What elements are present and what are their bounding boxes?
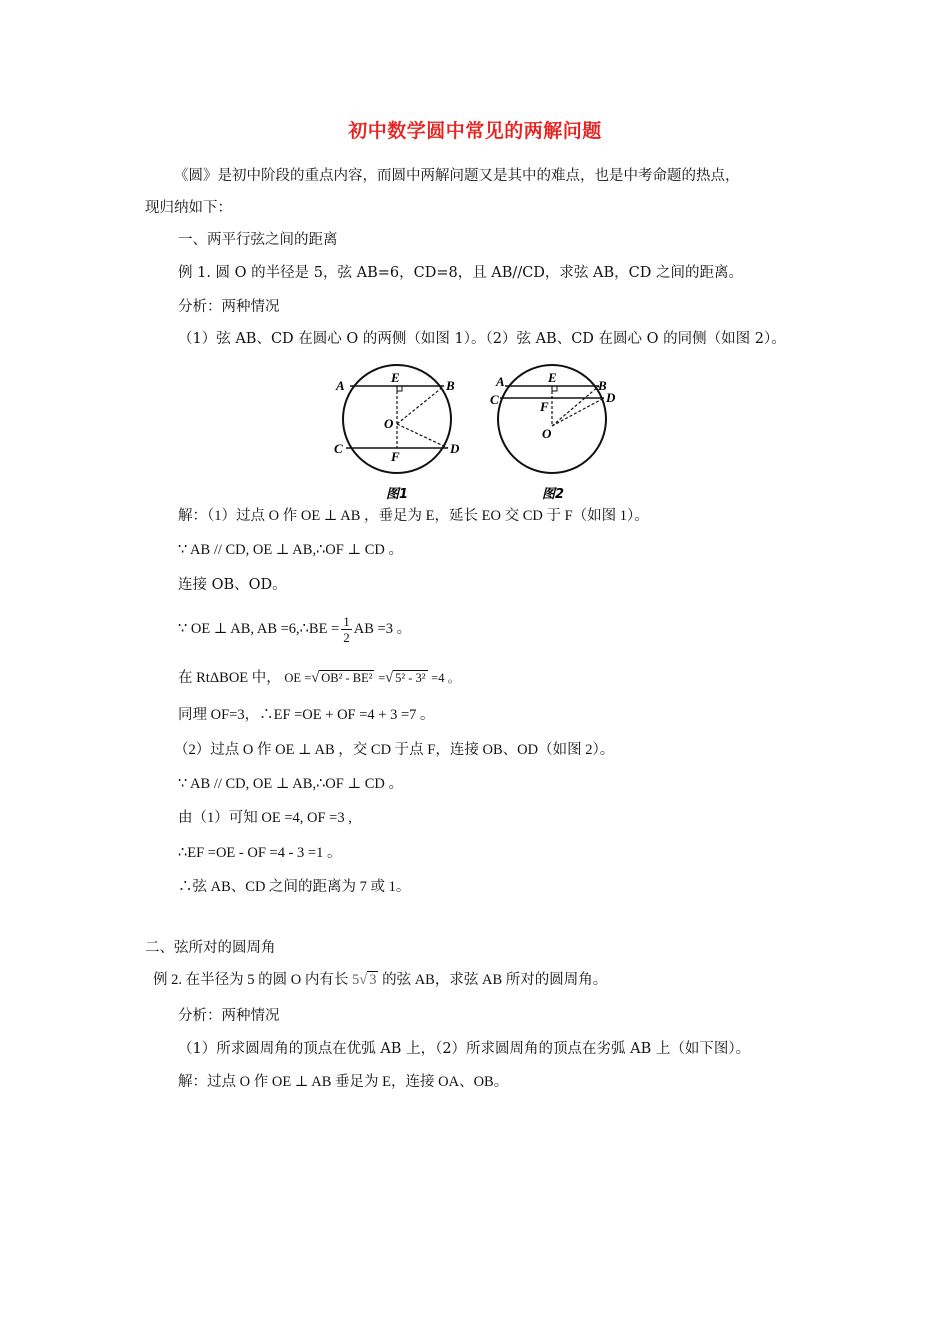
fig2-line-ob <box>552 386 599 426</box>
figure2 <box>490 365 616 502</box>
cases2-text: （1）所求圆周角的顶点在优弧 AB 上，（2）所求圆周角的顶点在劣弧 AB 上（如下图）。 <box>178 1041 751 1057</box>
sol1-line-4-b: AB =3 。 <box>353 621 412 637</box>
example1-text: 例 1. 圆 O 的半径是 5，弦 AB=6，CD=8，且 AB//CD，求弦 AB，CD 之间的距离。 <box>178 265 743 281</box>
sol1-line-4 <box>178 610 411 648</box>
example2-text-a: 例 2. 在半径为 5 的圆 O 内有长 <box>153 972 349 988</box>
fig1-label-e: E <box>391 370 400 385</box>
example2-text <box>153 970 607 990</box>
sol2-line-3: 由（1）可知 OE =4, OF =3 , <box>178 810 352 826</box>
fig1-label-a: A <box>336 378 345 393</box>
sqrt-three: 3 <box>369 972 377 988</box>
page-title: 初中数学圆中常见的两解问题 <box>348 120 602 142</box>
sol2-line-1: （2）过点 O 作 OE ⊥ AB ，交 CD 于点 F，连接 OB、OD（如图 2）。 <box>174 742 615 758</box>
fig2-label-f: F <box>540 399 549 414</box>
sol1-line-6: 同理 OF=3，∴EF =OE + OF =4 + 3 =7 。 <box>178 707 435 723</box>
sqrt-5-3: 5² - 3² <box>395 671 426 685</box>
fig1-label-o: O <box>384 416 394 431</box>
fraction-half <box>341 614 352 645</box>
sol1-line-5-b: OE = <box>284 671 312 685</box>
analysis1-text: 分析：两种情况 <box>178 299 280 315</box>
fig1-label-b: B <box>446 378 455 393</box>
figures-diagram <box>330 364 630 504</box>
fraction-denominator: 2 <box>343 630 350 646</box>
fig1-label-f: F <box>391 449 400 464</box>
sol1-line-5: 在 RtΔBOE 中， OE =√ OB² - BE² =√ 5² - 3² =4 。 <box>178 670 461 686</box>
sol1-line-2: ∵ AB // CD, OE ⊥ AB,∴OF ⊥ CD 。 <box>178 542 403 558</box>
sol2-line-2: ∵ AB // CD, OE ⊥ AB,∴OF ⊥ CD 。 <box>178 776 403 792</box>
intro-line-1: 《圆》是初中阶段的重点内容，而圆中两解问题又是其中的难点，也是中考命题的热点， <box>174 168 740 184</box>
fraction-numerator: 1 <box>343 614 350 630</box>
sqrt-ob-be: OB² - BE² <box>321 671 373 685</box>
example2-text-b: 的弦 AB，求弦 AB 所对的圆周角。 <box>382 972 608 988</box>
fig1-caption: 图1 <box>386 487 409 502</box>
fig2-label-b: B <box>598 378 607 393</box>
fig2-label-d: D <box>606 390 616 405</box>
fig2-label-o: O <box>542 426 552 441</box>
fig1-line-ob <box>397 386 444 424</box>
five-coefficient: 5 <box>351 972 360 988</box>
cases1-text: （1）弦 AB、CD 在圆心 O 的两侧（如图 1）。（2）弦 AB、CD 在圆心 O 的同侧（如图 2）。 <box>178 331 786 347</box>
fig1-line-od <box>397 424 448 448</box>
analysis2-text: 分析：两种情况 <box>178 1008 280 1024</box>
sol1-line-5-a: 在 RtΔBOE 中， <box>178 670 281 686</box>
section1-heading: 一、两平行弦之间的距离 <box>178 232 338 248</box>
intro-line-2: 现归纳如下： <box>145 200 232 216</box>
sol2-line-5: ∴弦 AB、CD 之间的距离为 7 或 1。 <box>178 879 411 895</box>
fig2-label-a: A <box>496 374 505 389</box>
fig1-label-d: D <box>450 441 460 456</box>
fig2-line-od <box>552 398 604 426</box>
fig2-label-e: E <box>548 370 557 385</box>
fig2-caption: 图2 <box>542 487 565 502</box>
section2-heading: 二、弦所对的圆周角 <box>145 940 276 956</box>
sol1-line-5-d: = <box>378 671 386 685</box>
sol1-line-4-a: ∵ OE ⊥ AB, AB =6,∴BE = <box>178 621 340 637</box>
solution2-text: 解：过点 O 作 OE ⊥ AB 垂足为 E，连接 OA、OB。 <box>178 1074 509 1090</box>
sol1-line-5-f: =4 。 <box>431 671 461 685</box>
sol2-line-4: ∴EF =OE - OF =4 - 3 =1 。 <box>178 845 342 861</box>
five-root-three: 5√ 3 <box>351 972 377 988</box>
fig2-label-c: C <box>490 392 499 407</box>
sol1-line-1: 解：（1）过点 O 作 OE ⊥ AB ，垂足为 E，延长 EO 交 CD 于 F（如图 1）。 <box>178 508 649 524</box>
figure1 <box>334 365 460 502</box>
fig1-label-c: C <box>334 441 343 456</box>
sol1-line-3: 连接 OB、OD。 <box>178 577 287 593</box>
